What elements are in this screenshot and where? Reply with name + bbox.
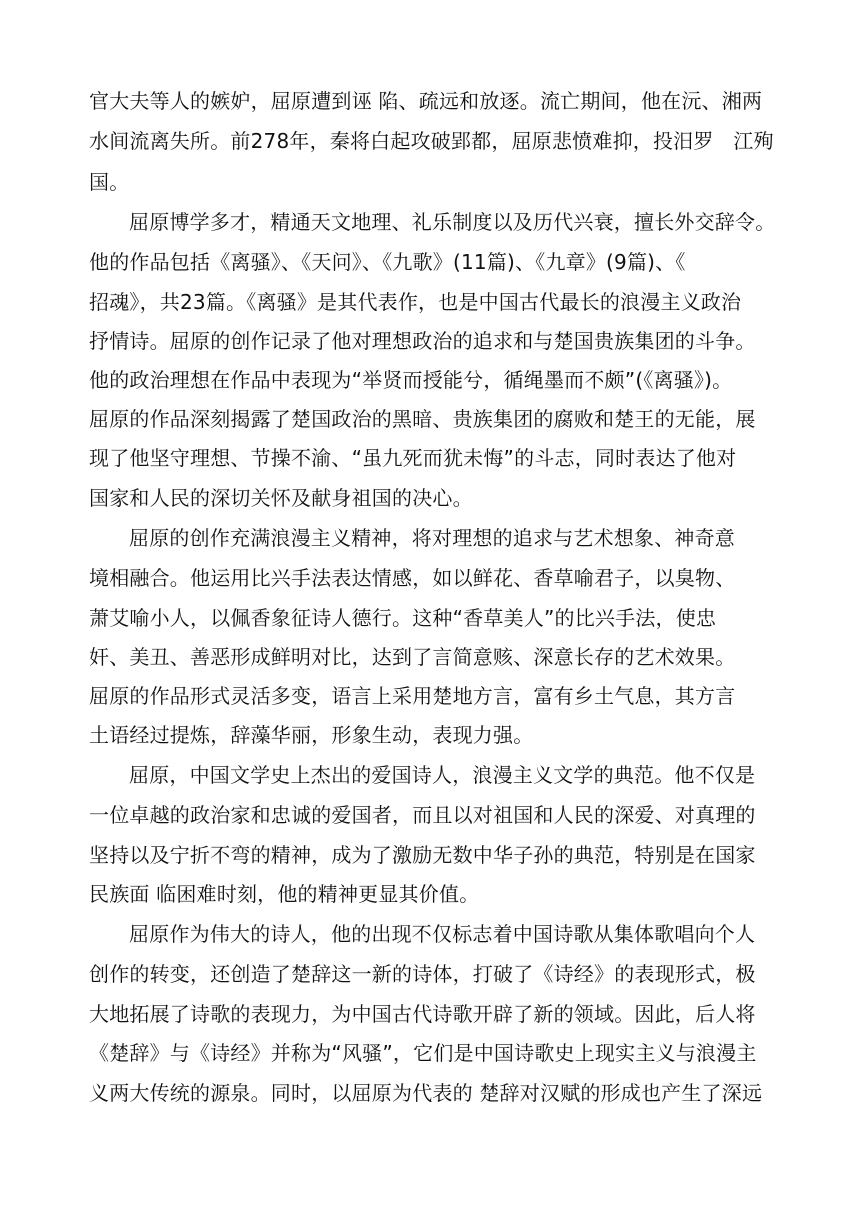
paragraph-first-line: 屈原博学多才，精通天文地理、礼乐制度以及历代兴衰，擅长外交辞令。 xyxy=(129,210,776,234)
text-line: 国家和人民的深切关怀及献身祖国的决心。 xyxy=(89,486,473,510)
text-line: 一位卓越的政治家和忠诚的爱国者，而且以对祖国和人民的深爱、对真理的 xyxy=(89,803,756,827)
text-line: 义两大传统的源泉。同时，以屈原为代表的 楚辞对汉赋的形成也产生了深远 xyxy=(89,1081,763,1105)
text-line: 坚持以及宁折不弯的精神，成为了激励无数中华子孙的典范，特别是在国家 xyxy=(89,843,756,867)
paragraph-first-line: 屈原的创作充满浪漫主义精神，将对理想的追求与艺术想象、神奇意 xyxy=(129,526,735,550)
text-line: 招魂》，共23篇。《离骚》是其代表作，也是中国古代最长的浪漫主义政治 xyxy=(89,290,742,314)
paragraph-first-line: 屈原作为伟大的诗人，他的出现不仅标志着中国诗歌从集体歌唱向个人 xyxy=(129,922,756,946)
text-line: 水间流离失所。前278年，秦将白起攻破郢都，屈原悲愤难抑，投汨罗 江殉 xyxy=(89,129,774,153)
text-line: 他的作品包括《离骚》、《天问》、《九歌》(11篇)、《九章》(9篇)、《 xyxy=(89,250,686,274)
text-line: 官大夫等人的嫉妒，屈原遭到诬 陷、疏远和放逐。流亡期间，他在沅、湘两 xyxy=(89,89,763,113)
text-line: 土语经过提炼，辞藻华丽，形象生动，表现力强。 xyxy=(89,723,534,747)
text-line: 民族面 临困难时刻，他的精神更显其价值。 xyxy=(89,882,480,906)
text-line: 国。 xyxy=(89,170,130,194)
text-line: 《楚辞》与《诗经》并称为“风骚”，它们是中国诗歌史上现实主义与浪漫主 xyxy=(89,1041,757,1065)
text-line: 他的政治理想在作品中表现为“举贤而授能兮，循绳墨而不颇”(《离骚》)。 xyxy=(89,368,733,392)
text-line: 境相融合。他运用比兴手法表达情感，如以鲜花、香草喻君子，以臭物、 xyxy=(89,566,736,590)
text-line: 屈原的作品形式灵活多变，语言上采用楚地方言，富有乡土气息，其方言 xyxy=(89,684,736,708)
text-line: 屈原的作品深刻揭露了楚国政治的黑暗、贵族集团的腐败和楚王的无能，展 xyxy=(89,407,756,431)
paragraph-first-line: 屈原，中国文学史上杰出的爱国诗人，浪漫主义文学的典范。他不仅是 xyxy=(129,763,756,787)
text-line: 创作的转变，还创造了楚辞这一新的诗体，打破了《诗经》的表现形式，极 xyxy=(89,962,756,986)
text-line: 萧艾喻小人，以佩香象征诗人德行。这种“香草美人”的比兴手法，使忠 xyxy=(89,606,717,630)
text-line: 奸、美丑、善恶形成鲜明对比，达到了言简意赅、深意长存的艺术效果。 xyxy=(89,645,736,669)
text-line: 现了他坚守理想、节操不渝、“虽九死而犹未悔”的斗志，同时表达了他对 xyxy=(89,446,737,470)
text-line: 抒情诗。屈原的创作记录了他对理想政治的追求和与楚国贵族集团的斗争。 xyxy=(89,329,756,353)
text-line: 大地拓展了诗歌的表现力，为中国古代诗歌开辟了新的领域。因此，后人将 xyxy=(89,1002,756,1026)
